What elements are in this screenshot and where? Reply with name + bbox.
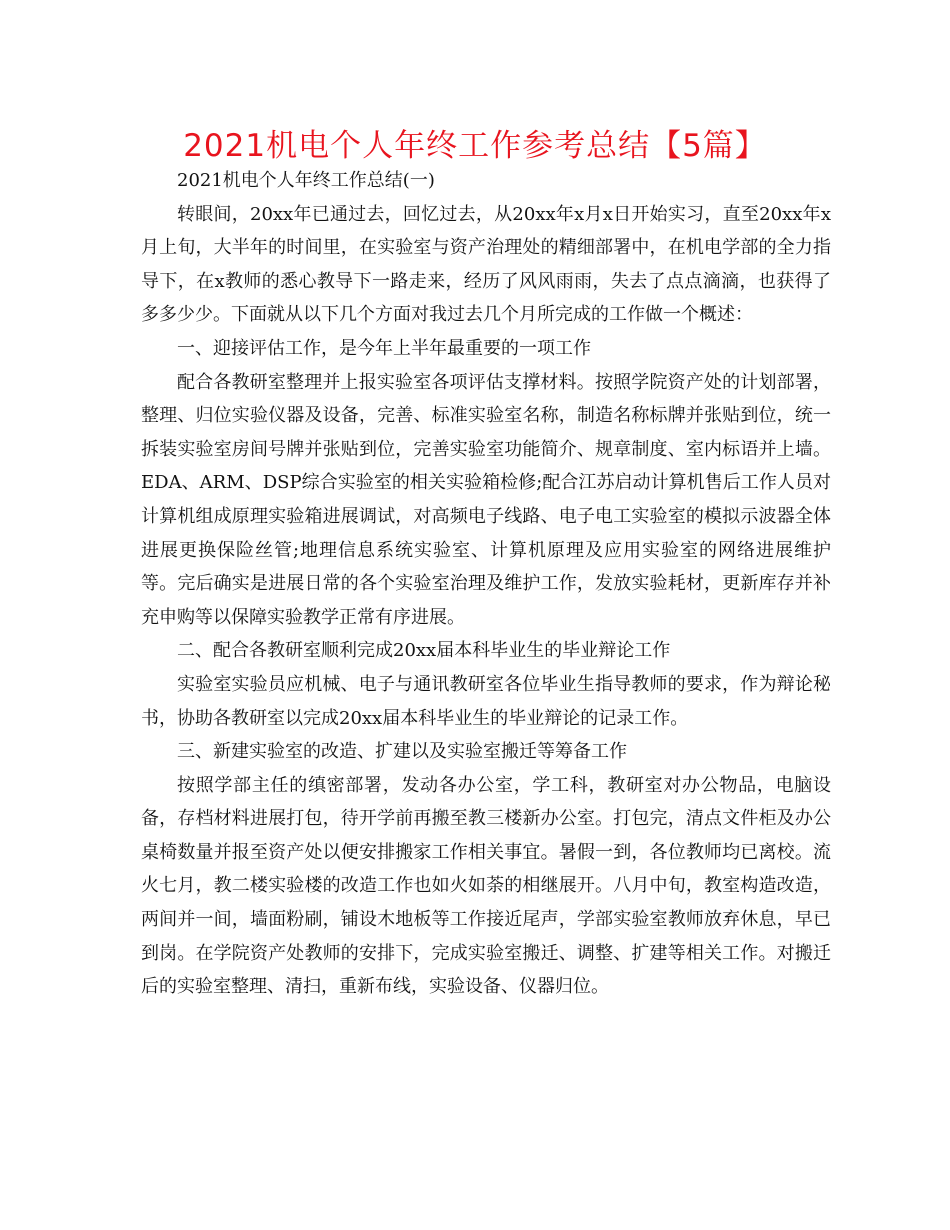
document-title: 2021机电个人年终工作参考总结【5篇】 [183,128,767,164]
body-paragraph: 转眼间，20xx年已通过去，回忆过去，从20xx年x月x日开始实习，直至20xx年x月上旬，大半年的时间里，在实验室与资产治理处的精细部署中，在机电学部的全力指导下，在x教师的悉心教导下一路走来，经历了风风雨雨，失去了点点滴滴，也获得了多多少少。下面就从以下几个方面对我过去几个月所完成的工作做一个概述： [141,203,831,326]
body-paragraph: 按照学部主任的缜密部署，发动各办公室，学工科，教研室对办公物品，电脑设备，存档材料进展打包，待开学前再搬至教三楼新办公室。打包完，清点文件柜及办公桌椅数量并报至资产处以便安排搬家工作相关事宜。暑假一到，各位教师均已离校。流火七月，教二楼实验楼的改造工作也如火如荼的相继展开。八月中旬，教室构造改造，两间并一间，墙面粉刷，铺设木地板等工作接近尾声，学部实验室教师放弃休息，早已到岗。在学院资产处教师的安排下，完成实验室搬迁、调整、扩建等相关工作。对搬迁后的实验室整理、清扫，重新布线，实验设备、仪器归位。 [141,774,831,998]
body-paragraph: 配合各教研室整理并上报实验室各项评估支撑材料。按照学院资产处的计划部署，整理、归位实验仪器及设备，完善、标准实验室名称，制造名称标牌并张贴到位，统一拆装实验室房间号牌并张贴到位，完善实验室功能简介、规章制度、室内标语并上墙。EDA、ARM、DSP综合实验室的相关实验箱检修;配合江苏启动计算机售后工作人员对计算机组成原理实验箱进展调试，对高频电子线路、电子电工实验室的模拟示波器全体进展更换保险丝管;地理信息系统实验室、计算机原理及应用实验室的网络进展维护等。完后确实是进展日常的各个实验室治理及维护工作，发放实验耗材，更新库存并补充申购等以保障实验教学正常有序进展。 [141,371,831,628]
section-heading: 二、配合各教研室顺利完成20xx届本科毕业生的毕业辩论工作 [177,640,671,662]
section-heading: 三、新建实验室的改造、扩建以及实验室搬迁等筹备工作 [177,741,627,763]
section-heading: 2021机电个人年终工作总结(一) [177,170,435,191]
document-body [141,164,831,1004]
section-heading: 一、迎接评估工作，是今年上半年最重要的一项工作 [177,337,591,359]
body-paragraph: 实验室实验员应机械、电子与通讯教研室各位毕业生指导教师的要求，作为辩论秘书，协助各教研室以完成20xx届本科毕业生的毕业辩论的记录工作。 [141,673,831,729]
